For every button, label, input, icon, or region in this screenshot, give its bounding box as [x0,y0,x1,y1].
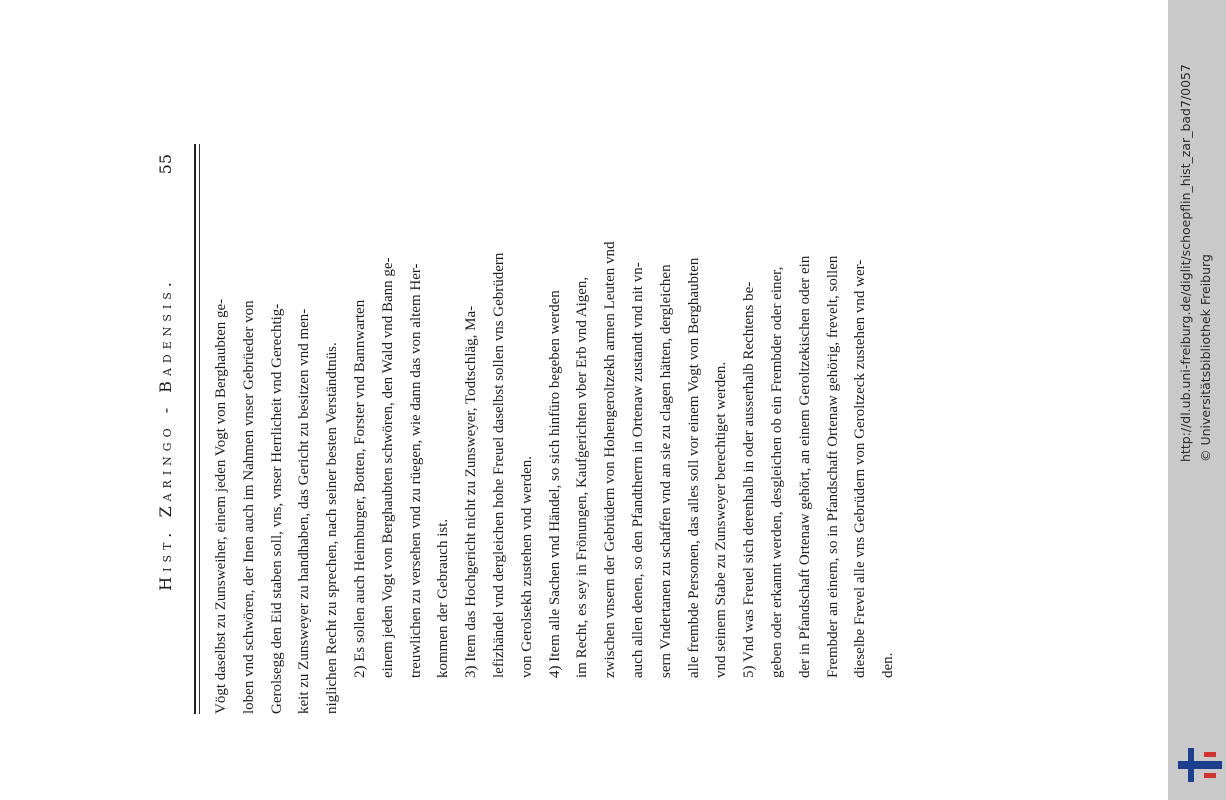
running-head [156,154,186,714]
source-url-link[interactable]: http://dl.ub.uni-freiburg.de/diglit/schoepflin_hist_zar_bad7/0057 [1178,64,1193,462]
page-number: 55 [156,154,175,175]
body-text [208,144,903,714]
text-line: den. [880,652,897,678]
logo-stem-blue [1188,748,1194,782]
text-line: treuwlichen zu versehen vnd zu rüegen, wie dann das von altem Her- [407,263,424,678]
text-line: niglichen Recht zu sprechen, nach seiner besten Verständtnüs. [324,342,341,714]
text-line: alle frembde Personen, das alles soll vor einem Vogt von Berghaubten [685,257,702,678]
text-line: lefizhändel vnd dergleichen hohe Freuel daselbst sollen vns Gebrüdern [490,252,507,678]
text-line: Frembder an einem, so in Pfandschaft Ortenaw gehörig, frevelt, sollen [824,255,841,678]
rotated-page-content [150,144,930,714]
text-line: einem jeden Vogt von Berghaubten schwören, den Wald vnd Bann ge- [379,257,396,678]
text-line: kommen der Gebrauch ist. [435,518,452,678]
text-line: 3) Item das Hochgericht nicht zu Zunsweyer, Todtschläg, Ma- [463,305,480,678]
copyright-notice: © Universitätsbibliothek Freiburg [1198,254,1213,462]
text-line: Gerolsegg den Eid staben soll, vns, vnser Herrlicheit vnd Gerechtig- [268,303,285,714]
viewer-sidebar [1168,0,1226,800]
text-line: sern Vndertanen zu schaffen vnd an sie zu clagen hätten, dergleichen [657,264,674,678]
logo-block-red-top [1204,752,1216,757]
paragraph-5 [736,144,903,714]
text-line: auch allen denen, so den Pfandtherrn in Ortenaw zustandt vnd nit vn- [629,262,646,678]
text-line: im Recht, es sey in Frönungen, Kaufgerichten vber Erb vnd Aigen, [574,276,591,678]
paragraph-2 [347,144,458,714]
ub-freiburg-logo-icon [1178,748,1222,782]
text-line: keit zu Zunsweyer zu handhaben, das Gericht zu besitzen vnd men- [296,308,313,714]
text-line: zwischen vnsern der Gebrüdern von Hohengeroltzekh armen Leuten vnd [602,241,619,678]
logo-bar-blue [1178,761,1222,769]
text-line: loben vnd schwören, der Inen auch im Nahmen vnser Gebrüeder von [240,300,257,714]
text-line: 5) Vnd was Freuel sich derenhalb in oder ausserhalb Rechtens be- [741,281,758,678]
text-line: geben oder erkannt werden, desgleichen ob ein Frembder oder einer, [768,266,785,678]
text-line: 2) Es sollen auch Heimburger, Botten, Forster vnd Bannwarten [351,299,368,678]
text-line: der in Pfandschaft Ortenaw gehört, an einem Geroltzekischen oder ein [796,255,813,678]
text-line: vnd seinem Stabe zu Zunsweyer berechtiget werden. [713,361,730,678]
running-title: Hist. Zaringo - Badensis. [156,277,175,591]
text-line: 4) Item alle Sachen vnd Händel, so sich hinfüro begeben werden [546,290,563,678]
paragraph-4 [542,144,737,714]
paragraph-intro [208,144,347,714]
paragraph-3 [458,144,541,714]
header-rule-thin [199,144,200,714]
text-line: Vögt daselbst zu Zunsweiher, einem jeden Vogt von Berghaubten ge- [213,298,229,714]
text-line: von Gerolsekh zustehen vnd werden. [518,455,535,678]
text-line: dieselbe Frevel alle vns Gebrüdern von Geroltzeck zustehen vnd wer- [852,259,869,678]
header-rule-thick [194,144,196,714]
logo-block-red-bottom [1204,773,1216,778]
